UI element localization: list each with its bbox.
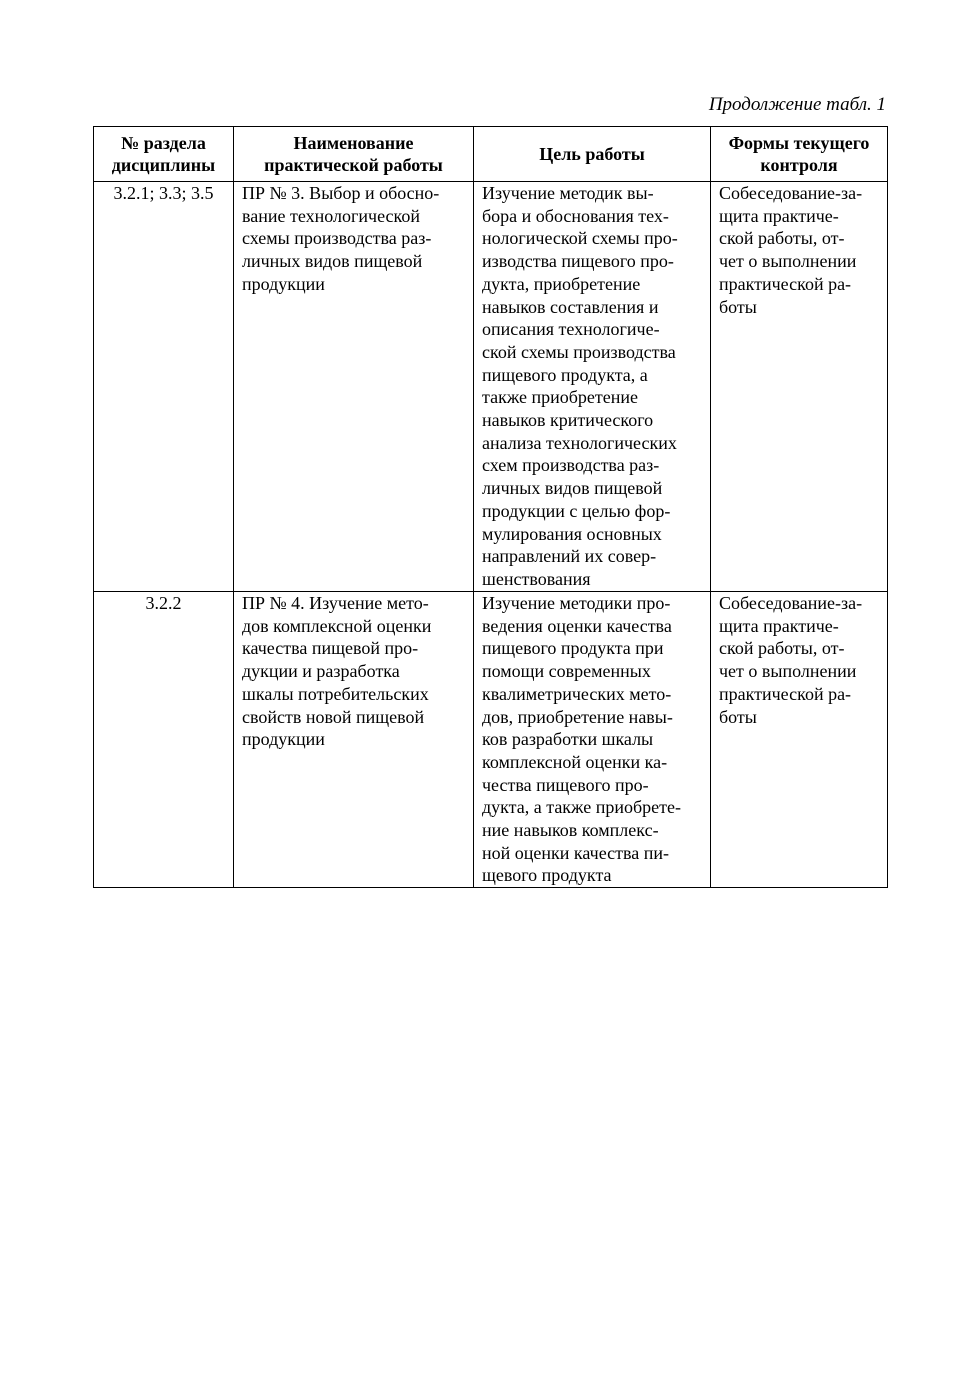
cell-text: 3.2.2 bbox=[145, 593, 182, 613]
cell-line: Изучение методик вы- bbox=[482, 183, 654, 203]
table-row bbox=[94, 592, 888, 888]
cell-line: Собеседование-за- bbox=[719, 593, 863, 613]
cell-line: практической ра- bbox=[719, 683, 852, 704]
cell-line: шкалы потребительских bbox=[242, 683, 429, 704]
cell-line: ской схемы производства bbox=[482, 341, 676, 362]
cell-line: боты bbox=[719, 296, 757, 317]
cell-line: ПР № 4. Изучение мето- bbox=[242, 593, 429, 613]
cell-line: боты bbox=[719, 706, 757, 727]
cell-work-goal bbox=[474, 592, 711, 888]
header-work-name bbox=[234, 127, 474, 182]
cell-line: качества пищевой про- bbox=[242, 638, 419, 659]
header-line: контроля bbox=[760, 154, 838, 175]
cell-line: вание технологической bbox=[242, 205, 420, 226]
header-work-goal bbox=[474, 127, 711, 182]
cell-line: нологической схемы про- bbox=[482, 228, 678, 249]
header-line: дисциплины bbox=[111, 154, 216, 175]
header-line: Наименование bbox=[293, 132, 414, 153]
cell-line: ние навыков комплекс- bbox=[482, 820, 659, 841]
cell-line: свойств новой пищевой bbox=[242, 706, 425, 727]
cell-line: продукции bbox=[242, 273, 325, 294]
cell-line: ской работы, от- bbox=[719, 228, 845, 249]
cell-line: дукта, приобретение bbox=[482, 273, 641, 294]
header-section-number bbox=[94, 127, 234, 182]
cell-line: также приобретение bbox=[482, 387, 639, 408]
cell-control-forms bbox=[711, 592, 888, 888]
cell-line: изводства пищевого про- bbox=[482, 251, 674, 272]
cell-line: дукции и разработка bbox=[242, 661, 400, 682]
cell-line: бора и обоснования тех- bbox=[482, 205, 669, 226]
header-line: практической работы bbox=[264, 154, 443, 175]
cell-line: личных видов пищевой bbox=[242, 251, 423, 272]
cell-line: дукта, а также приобрете- bbox=[482, 797, 682, 818]
table-header-row bbox=[94, 127, 888, 182]
cell-control-forms bbox=[711, 182, 888, 592]
cell-line: ПР № 3. Выбор и обосно- bbox=[242, 183, 440, 203]
cell-line: пищевого продукта, а bbox=[482, 364, 648, 385]
cell-line: помощи современных bbox=[482, 661, 651, 682]
cell-line: чет о выполнении bbox=[719, 661, 857, 682]
cell-line: чества пищевого про- bbox=[482, 774, 649, 795]
cell-line: схемы производства раз- bbox=[242, 228, 432, 249]
cell-line: анализа технологических bbox=[482, 432, 677, 453]
cell-line: чет о выполнении bbox=[719, 251, 857, 272]
header-line: Формы текущего bbox=[728, 132, 870, 153]
header-control-forms bbox=[711, 127, 888, 182]
cell-work-name bbox=[234, 182, 474, 592]
cell-text: 3.2.1; 3.3; 3.5 bbox=[113, 183, 214, 203]
cell-line: щевого продукта bbox=[482, 865, 612, 886]
cell-line: практической ра- bbox=[719, 273, 852, 294]
cell-line: Собеседование-за- bbox=[719, 183, 863, 203]
cell-line: навыков критического bbox=[482, 410, 654, 431]
cell-line: продукции с целью фор- bbox=[482, 500, 671, 521]
cell-line: дов комплексной оценки bbox=[242, 615, 432, 636]
cell-line: Изучение методики про- bbox=[482, 593, 671, 613]
cell-line: ведения оценки качества bbox=[482, 615, 672, 636]
table-caption: Продолжение табл. 1 bbox=[708, 94, 886, 115]
cell-work-name bbox=[234, 592, 474, 888]
table-row bbox=[94, 182, 888, 592]
cell-line: шенствования bbox=[482, 568, 591, 589]
cell-line: навыков составления и bbox=[482, 296, 659, 317]
cell-line: дов, приобретение навы- bbox=[482, 706, 673, 727]
cell-line: пищевого продукта при bbox=[482, 638, 664, 659]
cell-line: направлений их совер- bbox=[482, 546, 657, 567]
header-line: № раздела bbox=[121, 132, 206, 153]
cell-line: ков разработки шкалы bbox=[482, 729, 654, 750]
cell-line: личных видов пищевой bbox=[482, 478, 663, 499]
cell-line: щита практиче- bbox=[719, 205, 839, 226]
cell-line: мулирования основных bbox=[482, 523, 662, 544]
cell-line: щита практиче- bbox=[719, 615, 839, 636]
cell-line: описания технологиче- bbox=[482, 319, 660, 340]
cell-section-number bbox=[94, 592, 234, 888]
cell-line: продукции bbox=[242, 729, 325, 750]
cell-line: комплексной оценки ка- bbox=[482, 751, 668, 772]
practical-works-table bbox=[93, 126, 888, 888]
cell-line: ной оценки качества пи- bbox=[482, 842, 669, 863]
cell-section-number bbox=[94, 182, 234, 592]
cell-line: ской работы, от- bbox=[719, 638, 845, 659]
cell-line: квалиметрических мето- bbox=[482, 683, 672, 704]
cell-line: схем производства раз- bbox=[482, 455, 660, 476]
cell-work-goal bbox=[474, 182, 711, 592]
header-line: Цель работы bbox=[539, 143, 645, 164]
